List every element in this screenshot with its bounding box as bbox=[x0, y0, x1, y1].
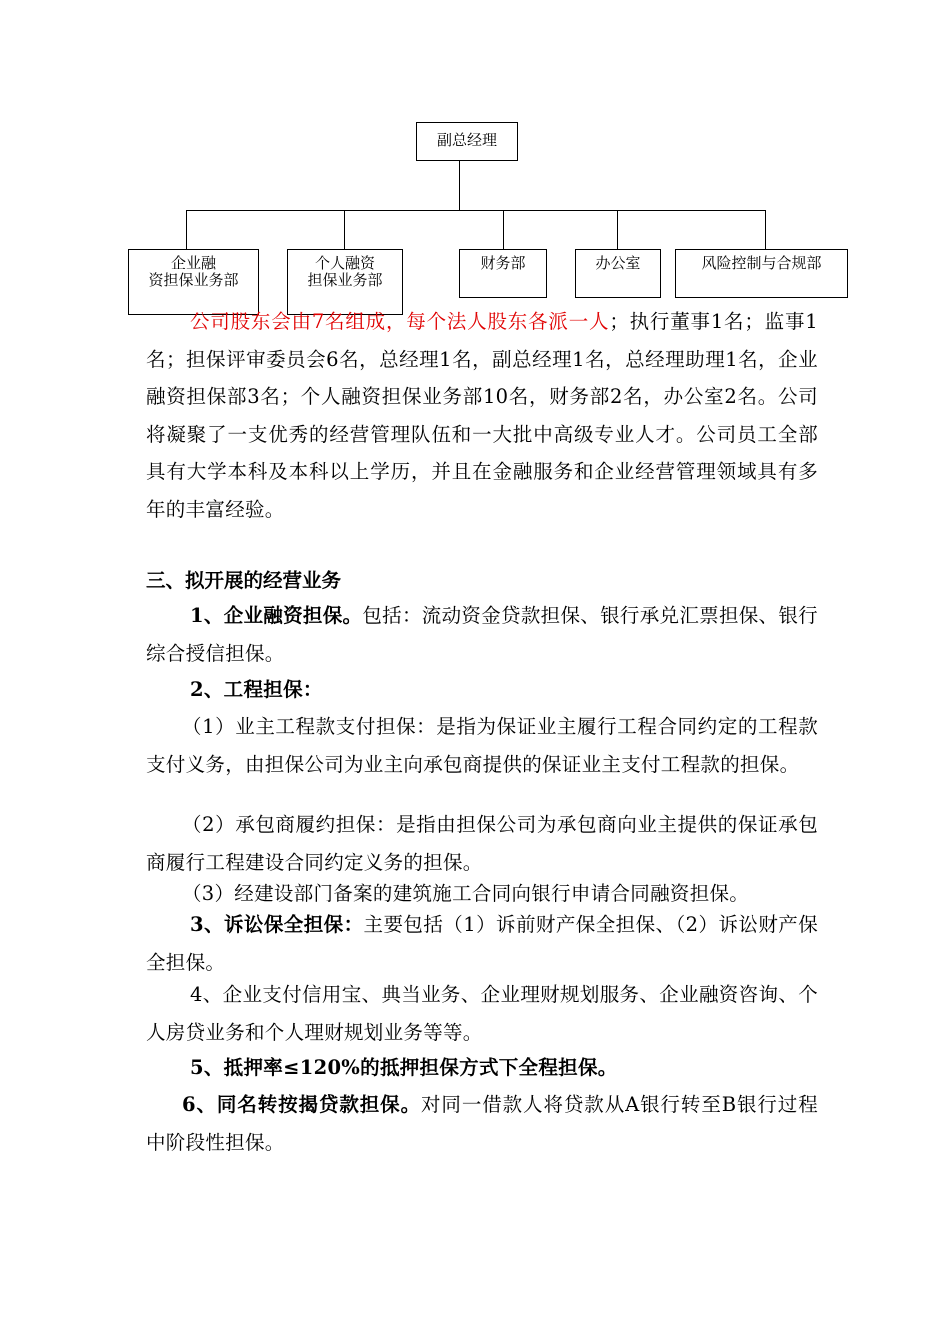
org-box-label: 风险控制与合规部 bbox=[701, 254, 822, 272]
item-5 bbox=[146, 1049, 818, 1087]
item-6-title: 6、同名转按揭贷款担保。 bbox=[182, 1093, 421, 1116]
item-2-title bbox=[146, 671, 818, 709]
org-connector-drop bbox=[186, 210, 187, 250]
item-3-text: 主要包括（1）诉前财产保全担保、（2）诉讼财产保全担保。 bbox=[146, 913, 818, 974]
item-6-text: 对同一借款人将贷款从A银行转至B银行过程中阶段性担保。 bbox=[146, 1093, 818, 1154]
item-2-sub-1: （1）业主工程款支付担保：是指为保证业主履行工程合同约定的工程款支付义务，由担保公司为业主向承包商提供的保证业主支付工程款的担保。 bbox=[146, 715, 818, 776]
item-2-sub-3: （3）经建设部门备案的建筑施工合同向银行申请合同融资担保。 bbox=[182, 882, 750, 905]
item-2-title-text: 2、工程担保： bbox=[190, 678, 323, 701]
item-3-title: 3、诉讼保全担保： bbox=[190, 913, 364, 936]
item-1-title: 1、企业融资担保。 bbox=[190, 604, 363, 627]
item-6 bbox=[146, 1086, 818, 1161]
item-4: 4、企业支付信用宝、典当业务、企业理财规划服务、企业融资咨询、个人房贷业务和个人理财规划业务等等。 bbox=[146, 983, 818, 1044]
org-box-office bbox=[575, 249, 661, 298]
org-box-label: 副总经理 bbox=[436, 131, 497, 149]
org-box-deputy-gm bbox=[416, 122, 518, 161]
item-5-text: 5、抵押率≤120%的抵押担保方式下全程担保。 bbox=[190, 1056, 618, 1079]
org-box-risk-compliance bbox=[675, 249, 848, 298]
org-connector-horizontal bbox=[186, 210, 766, 211]
org-box-label: 担保业务部 bbox=[307, 271, 383, 289]
item-3 bbox=[146, 906, 818, 981]
staffing-text: ；执行董事1名；监事1名；担保评审委员会6名，总经理1名，副总经理1名，总经理助理1名，企业融资担保部3名；个人融资担保业务部10名，财务部2名，办公室2名。公司将凝聚了一支优秀的经营管理队伍和一大批中高级专业人才。公司员工全部具有大学本科及本科以上学历，并且在金融服务和企业经营管理领域具有多年的丰富经验。 bbox=[146, 310, 818, 521]
org-box-finance bbox=[459, 249, 547, 298]
org-box-label: 资担保业务部 bbox=[148, 271, 239, 289]
item-1-text: 包括：流动资金贷款担保、银行承兑汇票担保、银行综合授信担保。 bbox=[146, 604, 818, 665]
org-box-label: 个人融资 bbox=[314, 254, 375, 272]
org-connector-drop bbox=[617, 210, 618, 250]
org-connector-vertical bbox=[459, 161, 460, 211]
org-chart bbox=[0, 0, 950, 310]
section-heading: 三、拟开展的经营业务 bbox=[146, 569, 342, 592]
org-connector-drop bbox=[503, 210, 504, 250]
org-box-label: 财务部 bbox=[480, 254, 526, 272]
org-box-label: 企业融 bbox=[170, 254, 216, 272]
org-box-label: 办公室 bbox=[595, 254, 641, 272]
org-connector-drop bbox=[765, 210, 766, 250]
item-2-sub-2: （2）承包商履约担保：是指由担保公司为承包商向业主提供的保证承包商履行工程建设合同约定义务的担保。 bbox=[146, 813, 818, 874]
org-connector-drop bbox=[344, 210, 345, 250]
staffing-paragraph bbox=[146, 303, 818, 528]
shareholder-sentence: 公司股东会由7名组成，每个法人股东各派一人 bbox=[190, 310, 610, 333]
item-1 bbox=[146, 597, 818, 672]
